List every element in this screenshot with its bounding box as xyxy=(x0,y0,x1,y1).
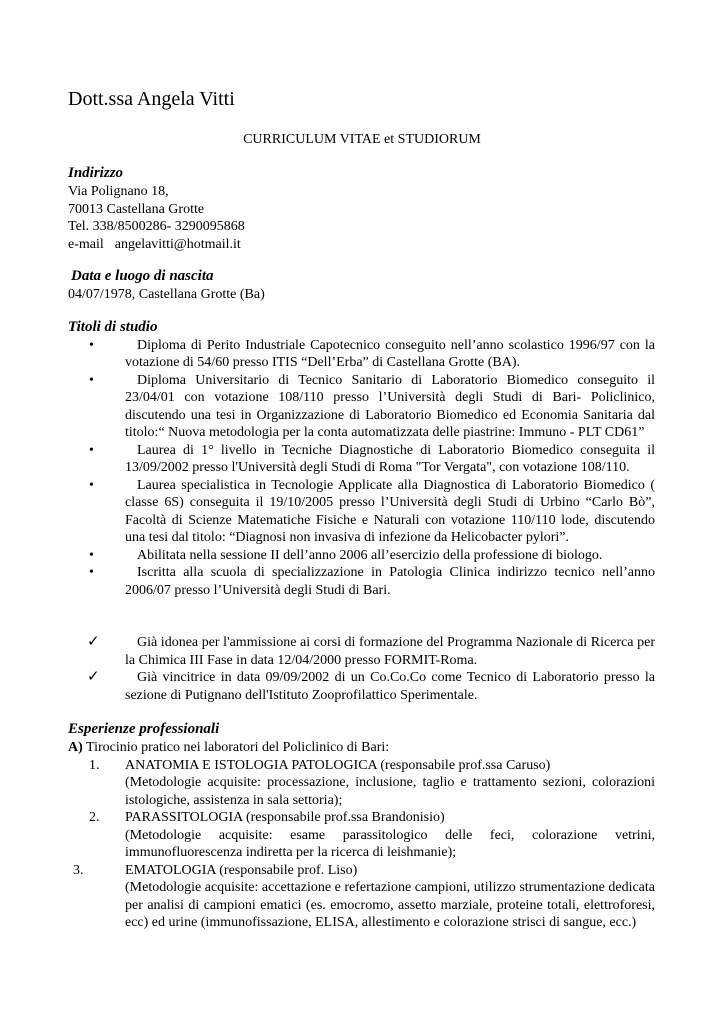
education-section xyxy=(68,318,655,705)
experience-item-title: ANATOMIA E ISTOLOGIA PATOLOGICA (responsabile prof.ssa Caruso) xyxy=(125,757,551,773)
education-item xyxy=(68,442,655,477)
birth-heading xyxy=(68,267,655,286)
item-number: 2. xyxy=(89,810,100,825)
bullet-icon: • xyxy=(89,547,94,563)
education-item xyxy=(68,337,655,372)
checkmark-icon: ✓ xyxy=(87,634,100,650)
address-city: 70013 Castellana Grotte xyxy=(68,201,205,217)
bullet-icon: • xyxy=(89,337,94,353)
address-phone: Tel. 338/8500286- 3290095868 xyxy=(68,219,245,234)
experience-intro-label: A) xyxy=(68,740,83,755)
education-item xyxy=(68,372,655,442)
address-section xyxy=(68,164,655,253)
email-label: e-mail xyxy=(68,236,104,252)
experience-item xyxy=(68,757,655,810)
document-title: CURRICULUM VITAE et STUDIORUM xyxy=(243,132,481,147)
experience-intro xyxy=(68,739,655,757)
experience-section xyxy=(68,720,655,932)
item-number: 1. xyxy=(89,757,100,773)
education-item-text: Laurea di 1° livello in Tecniche Diagnostiche di Laboratorio Biomedico conseguita il 13/09/2002 presso l'Università degli Studi di Roma "Tor Vergata", con votazione 108/110. xyxy=(125,442,655,475)
qualification-item-text: Già vincitrice in data 09/09/2002 di un Co.Co.Co come Tecnico di Laboratorio presso la sezione di Putignano dell'Istituto Zooprofilattico Sperimentale. xyxy=(125,670,655,703)
education-item-text: Abilitata nella sessione II dell’anno 2006 all’esercizio della professione di biologo. xyxy=(137,547,603,563)
education-item-text: Laurea specialistica in Tecnologie Applicate alla Diagnostica di Laboratorio Biomedico ( classe 6S) conseguita il 19/10/2005 presso l’Università degli Studi di Urbino “Carlo Bò”, Facoltà di Scienze Matematiche Fisiche e Naturali con votazione 110/110 lode, discutendo una tesi dal titolo: “Diagnosi non invasiva di infezione da Helicobacter pylori”. xyxy=(125,477,655,545)
qualification-list xyxy=(68,634,655,704)
experience-item xyxy=(68,862,655,932)
experience-item-title: EMATOLOGIA (responsabile prof. Liso) xyxy=(125,862,358,878)
experience-item-detail: (Metodologie acquisite: accettazione e refertazione campioni, utilizzo strumentazione dedicata per analisi di campioni ematici (es. emocromo, assetto marziale, proteine totali, elettroforesi, ecc) ed urine (immunofissazione, ELISA, allestimento e colorazione strisci di sangue, ecc.) xyxy=(125,880,655,930)
address-email-line xyxy=(68,236,655,254)
education-item-text: Diploma Universitario di Tecnico Sanitario di Laboratorio Biomedico conseguito il 23/04/01 con votazione 108/110 presso l’Università degli Studi di Bari- Policlinico, discutendo una tesi in Organizzazione di Laboratorio Biomedico ed Economia Sanitaria dal titolo:“ Nuova metodologia per la conta automatizzata delle piastrine: Immuno - PLT CD61” xyxy=(125,372,655,440)
bullet-icon: • xyxy=(89,477,94,493)
item-number: 3. xyxy=(73,862,84,878)
address-heading: Indirizzo xyxy=(68,165,124,181)
experience-item-detail: (Metodologie acquisite: esame parassitologico delle feci, colorazione vetrini, immunofluorescenza indiretta per la ricerca di leishmanie); xyxy=(125,827,655,860)
education-item-text: Iscritta alla scuola di specializzazione in Patologia Clinica indirizzo tecnico nell’anno 2006/07 presso l’Università degli Studi di Bari. xyxy=(125,565,655,598)
education-item xyxy=(68,564,655,599)
checkmark-icon: ✓ xyxy=(87,669,100,685)
experience-list xyxy=(68,757,655,932)
birth-value: 04/07/1978, Castellana Grotte (Ba) xyxy=(68,287,265,302)
birth-section xyxy=(68,267,655,304)
education-item xyxy=(68,547,655,565)
document-body xyxy=(68,164,655,932)
bullet-icon: • xyxy=(89,372,94,388)
author-name: Dott.ssa Angela Vitti xyxy=(68,88,235,110)
experience-item xyxy=(68,809,655,862)
spacer xyxy=(68,599,655,634)
experience-intro-text: Tirocinio pratico nei laboratori del Policlinico di Bari: xyxy=(86,740,390,755)
experience-item-title: PARASSITOLOGIA (responsabile prof.ssa Brandonisio) xyxy=(125,810,445,825)
education-list xyxy=(68,337,655,600)
qualification-item-text: Già idonea per l'ammissione ai corsi di formazione del Programma Nazionale di Ricerca per la Chimica III Fase in data 12/04/2000 presso FORMIT-Roma. xyxy=(125,635,655,668)
experience-heading: Esperienze professionali xyxy=(68,721,220,737)
qualification-item xyxy=(68,634,655,669)
bullet-icon: • xyxy=(89,442,94,458)
education-item xyxy=(68,477,655,547)
education-heading: Titoli di studio xyxy=(68,318,158,335)
address-street: Via Polignano 18, xyxy=(68,184,169,199)
bullet-icon: • xyxy=(89,565,94,580)
birth-heading-text: Data e luogo di nascita xyxy=(71,268,214,284)
education-item-text: Diploma di Perito Industriale Capotecnico conseguito nell’anno scolastico 1996/97 con la votazione di 54/60 presso ITIS “Dell’Erba” di Castellana Grotte (BA). xyxy=(125,337,655,370)
experience-item-detail: (Metodologie acquisite: processazione, inclusione, taglio e trattamento sezioni, colorazioni istologiche, assistenza in sala settoria); xyxy=(125,775,655,808)
qualification-item xyxy=(68,669,655,704)
email-value: angelavitti@hotmail.it xyxy=(114,236,241,252)
